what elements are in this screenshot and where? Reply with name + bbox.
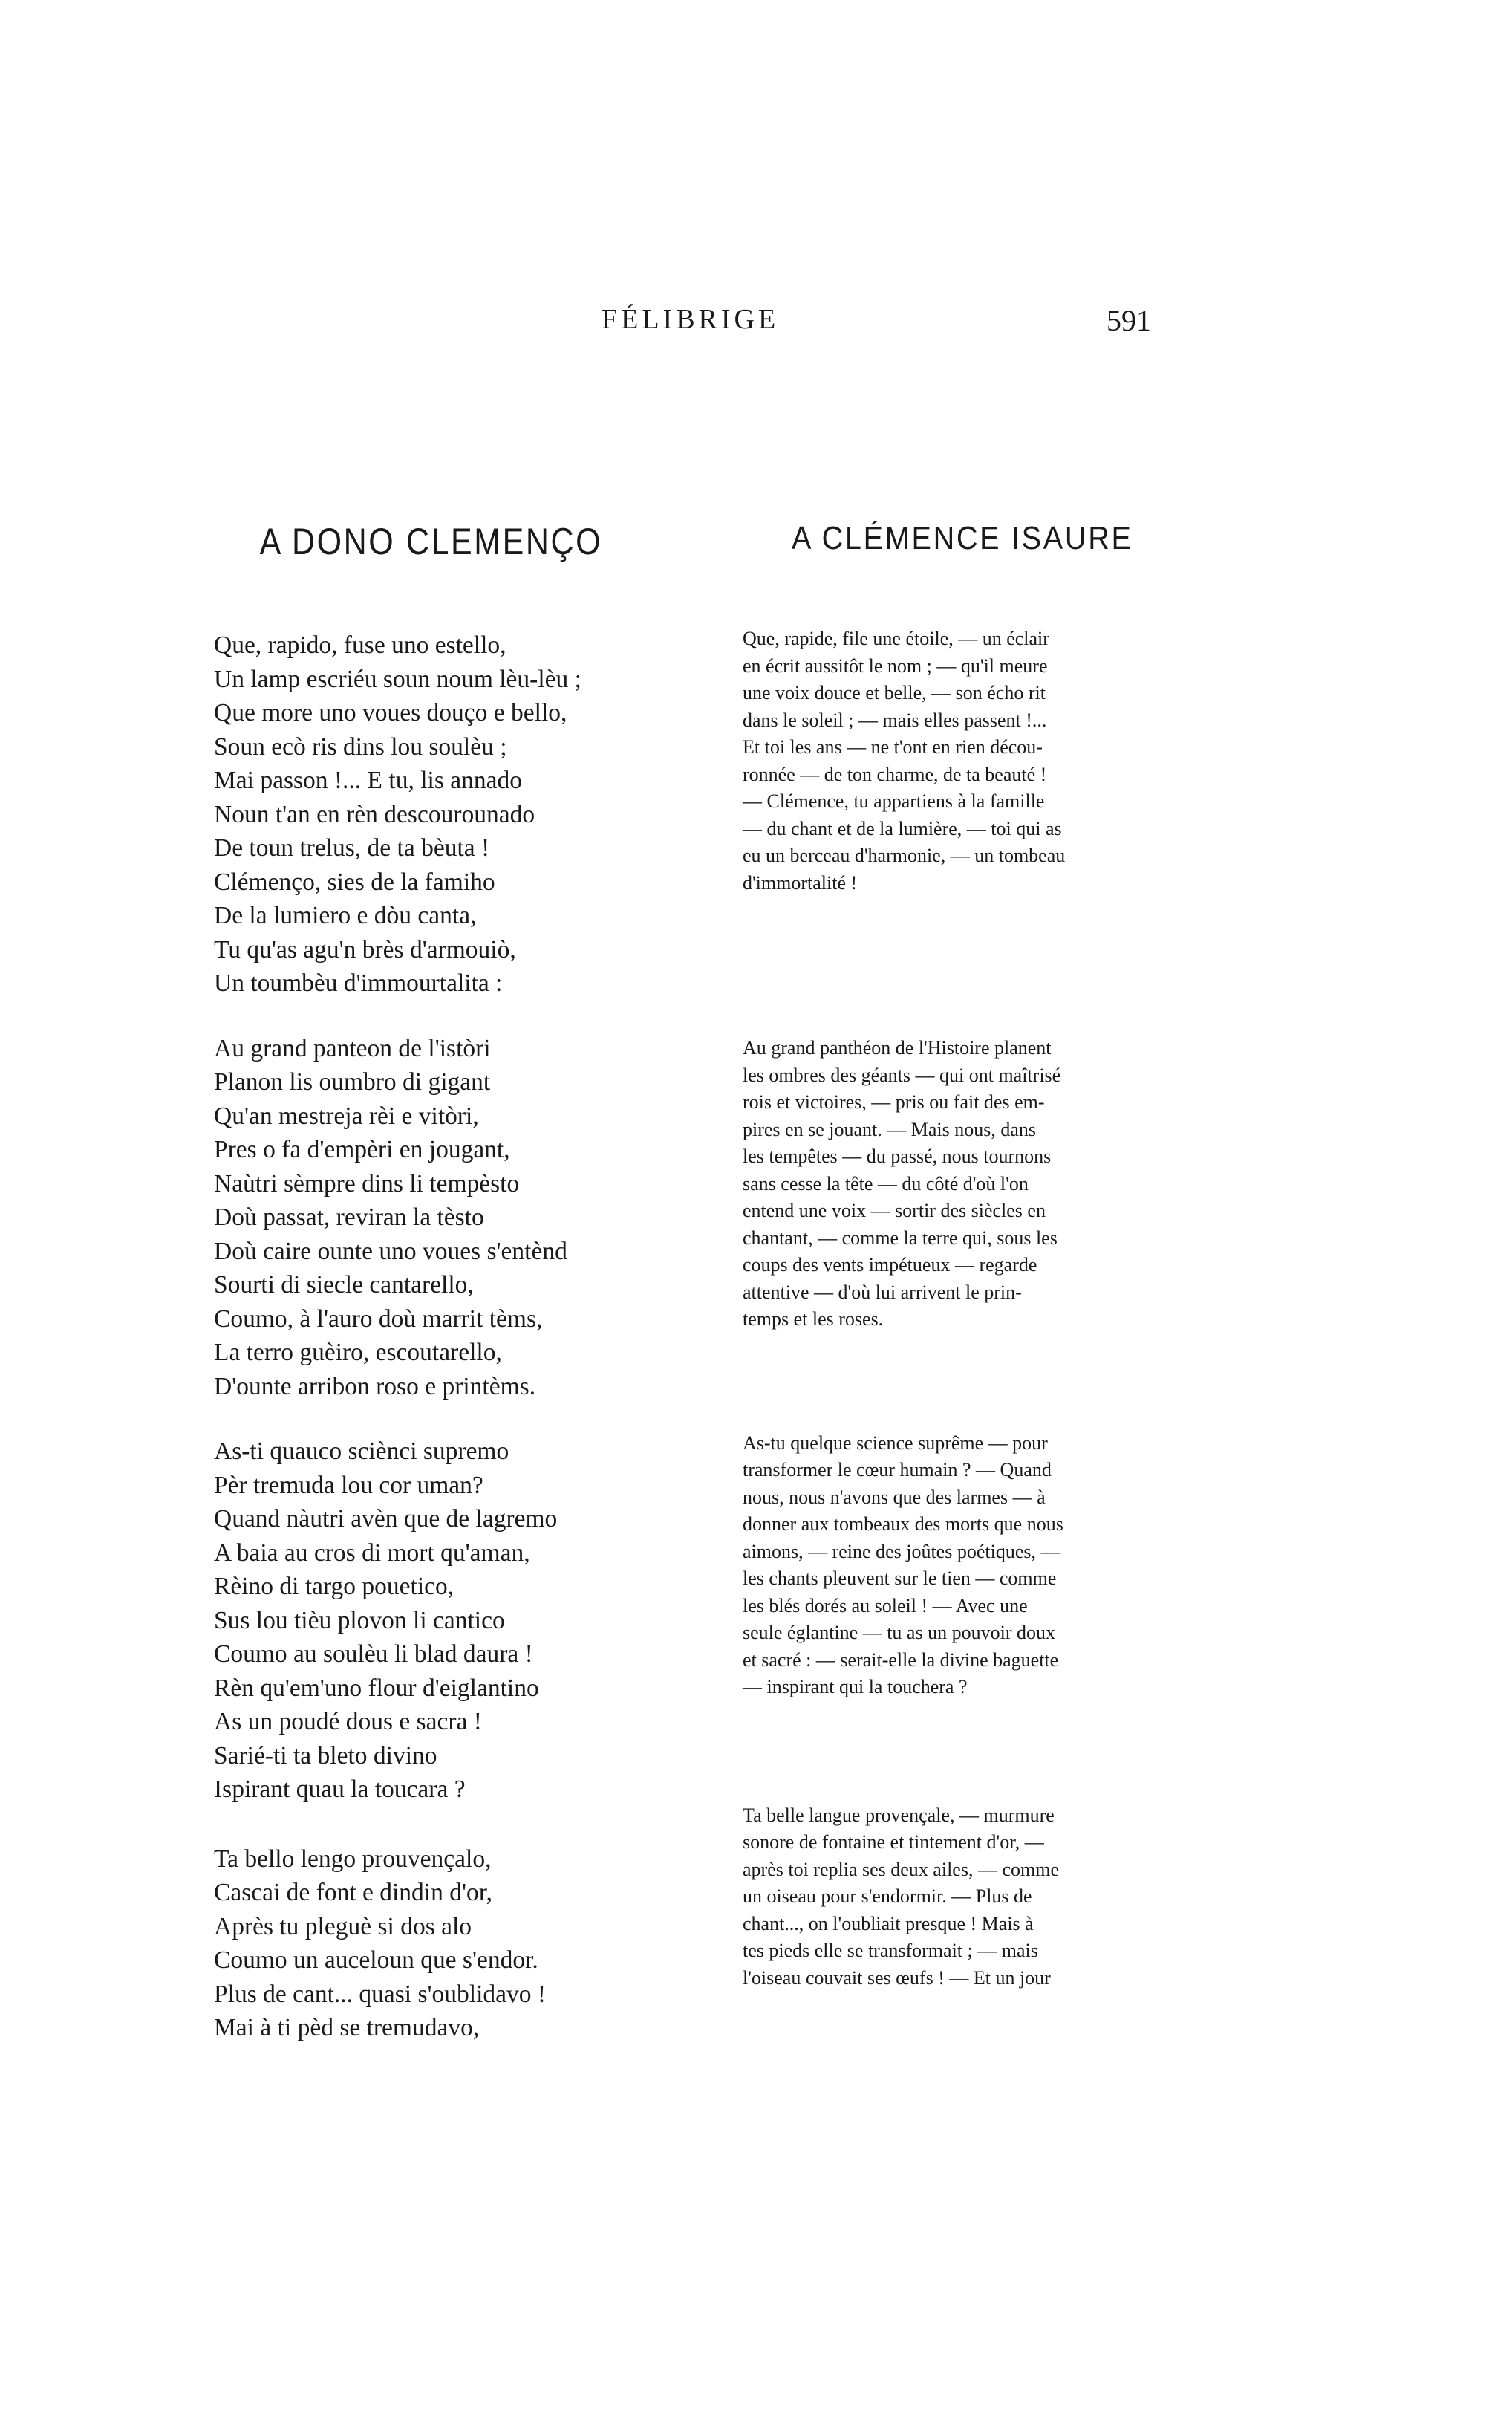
translation-line: aimons, — reine des joûtes poétiques, — xyxy=(743,1540,1060,1562)
translation-line: eu un berceau d'harmonie, — un tombeau xyxy=(743,845,1066,866)
poem-line: Planon lis oumbro di gigant xyxy=(214,1068,491,1096)
translation-line: sans cesse la tête — du côté d'où l'on xyxy=(743,1172,1029,1195)
translation-line: après toi replia ses deux ailes, — comme xyxy=(743,1858,1059,1880)
poem-stanza xyxy=(214,628,689,1001)
translation-line: Au grand panthéon de l'Histoire planent xyxy=(743,1037,1052,1059)
running-head xyxy=(0,303,1512,348)
translation-line: les chants pleuvent sur le tien — comme xyxy=(743,1567,1057,1589)
poem-line: Clémenço, sies de la famiho xyxy=(214,868,495,896)
translation-line: pires en se jouant. — Mais nous, dans xyxy=(743,1118,1037,1140)
translation-line: et sacré : — serait-elle la divine baguette xyxy=(743,1648,1059,1671)
translation-line: seule églantine — tu as un pouvoir doux xyxy=(743,1622,1055,1643)
translation-line: d'immortalité ! xyxy=(743,871,858,894)
running-title: FÉLIBRIGE xyxy=(602,304,780,335)
poem-line: Sarié-ti ta bleto divino xyxy=(214,1741,437,1770)
translation-line: — Clémence, tu appartiens à la famille xyxy=(743,790,1045,812)
poem-line: Sourti di siecle cantarello, xyxy=(214,1271,474,1299)
poem-line: Pres o fa d'empèri en jougant, xyxy=(214,1136,510,1163)
poem-line: Soun ecò ris dins lou soulèu ; xyxy=(214,732,507,761)
translation-line: un oiseau pour s'endormir. — Plus de xyxy=(743,1885,1032,1907)
poem-line: Doù caire ounte uno voues s'entènd xyxy=(214,1237,567,1265)
poem-line: Naùtri sèmpre dins li tempèsto xyxy=(214,1169,520,1197)
translation-line: donner aux tombeaux des morts que nous xyxy=(743,1513,1063,1535)
translation-line: Et toi les ans — ne t'ont en rien décou- xyxy=(743,736,1043,758)
translation-line: As-tu quelque science suprême — pour xyxy=(743,1432,1048,1454)
poem-line: Après tu pleguè si dos alo xyxy=(214,1912,472,1940)
poem-line: Mai passon !... E tu, lis annado xyxy=(214,767,522,794)
translation-line: attentive — d'où lui arrivent le prin- xyxy=(743,1281,1022,1303)
poem-line: Pèr tremuda lou cor uman? xyxy=(214,1471,483,1499)
translation-line: rois et victoires, — pris ou fait des em- xyxy=(743,1091,1045,1113)
poem-line: As-ti quauco sciènci supremo xyxy=(214,1437,509,1465)
translation-line: tes pieds elle se transformait ; — mais xyxy=(743,1940,1038,1961)
translation-line: en écrit aussitôt le nom ; — qu'il meure xyxy=(743,654,1048,677)
poem-line: Noun t'an en rèn descourounado xyxy=(214,800,535,828)
translation-line: l'oiseau couvait ses œufs ! — Et un jour xyxy=(743,1966,1051,1989)
translation-title: A CLÉMENCE ISAURE xyxy=(792,520,1133,556)
translation-line: Ta belle langue provençale, — murmure xyxy=(743,1804,1055,1826)
translation-paragraph xyxy=(743,1035,1166,1333)
poem-title: A DONO CLEMENÇO xyxy=(259,521,603,562)
provencal-poem-column xyxy=(214,520,689,2045)
translation-paragraph xyxy=(743,625,1166,897)
poem-line: La terro guèiro, escoutarello, xyxy=(214,1339,502,1366)
translation-line: ronnée — de ton charme, de ta beauté ! xyxy=(743,763,1047,785)
translation-line: chant..., on l'oubliait presque ! Mais à xyxy=(743,1912,1034,1934)
translation-line: nous, nous n'avons que des larmes — à xyxy=(743,1486,1046,1508)
translation-line: — inspirant qui la touchera ? xyxy=(743,1676,968,1697)
translation-line: dans le soleil ; — mais elles passent !... xyxy=(743,709,1047,731)
poem-line: Un lamp escriéu soun noum lèu-lèu ; xyxy=(214,665,581,693)
poem-line: Que more uno voues douço e bello, xyxy=(214,699,567,727)
poem-line: Cascai de font e dindin d'or, xyxy=(214,1879,492,1906)
poem-stanza xyxy=(214,1842,689,2045)
translation-line: entend une voix — sortir des siècles en xyxy=(743,1200,1046,1221)
poem-line: Quand nàutri avèn que de lagremo xyxy=(214,1505,558,1533)
poem-line: Que, rapido, fuse uno estello, xyxy=(214,631,506,659)
translation-line: une voix douce et belle, — son écho rit xyxy=(743,682,1046,703)
poem-line: Coumo, à l'auro doù marrit tèms, xyxy=(214,1304,543,1333)
poem-line: Doù passat, reviran la tèsto xyxy=(214,1203,484,1231)
translation-line: sonore de fontaine et tintement d'or, — xyxy=(743,1831,1044,1853)
translation-paragraph xyxy=(743,1430,1166,1701)
poem-line: Coumo un auceloun que s'endor. xyxy=(214,1946,538,1974)
poem-stanza xyxy=(214,1434,689,1807)
poem-line: Ta bello lengo prouvençalo, xyxy=(214,1845,492,1873)
translation-line: les tempêtes — du passé, nous tournons xyxy=(743,1145,1052,1167)
poem-line: Au grand panteon de l'istòri xyxy=(214,1034,491,1062)
poem-line: Rèino di targo pouetico, xyxy=(214,1573,454,1600)
translation-line: — du chant et de la lumière, — toi qui as xyxy=(743,817,1062,839)
poem-line: Sus lou tièu plovon li cantico xyxy=(214,1606,505,1634)
poem-line: Rèn qu'em'uno flour d'eiglantino xyxy=(214,1674,539,1702)
poem-line: Qu'an mestreja rèi e vitòri, xyxy=(214,1102,479,1130)
poem-line: Tu qu'as agu'n brès d'armouiò, xyxy=(214,935,516,963)
translation-paragraph xyxy=(743,1802,1166,1992)
poem-stanza xyxy=(214,1032,689,1404)
poem-line: Coumo au soulèu li blad daura ! xyxy=(214,1640,533,1668)
translation-line: temps et les roses. xyxy=(743,1308,884,1330)
poem-line: Ispirant quau la toucara ? xyxy=(214,1775,466,1803)
poem-line: Mai à ti pèd se tremudavo, xyxy=(214,2014,480,2041)
french-translation-column xyxy=(743,520,1166,1992)
poem-line: A baia au cros di mort qu'aman, xyxy=(214,1538,530,1567)
translation-line: chantant, — comme la terre qui, sous les xyxy=(743,1226,1058,1249)
translation-line: transformer le cœur humain ? — Quand xyxy=(743,1459,1052,1481)
translation-line: coups des vents impétueux — regarde xyxy=(743,1254,1037,1276)
page-number: 591 xyxy=(1107,304,1151,337)
translation-line: Que, rapide, file une étoile, — un éclair xyxy=(743,628,1049,649)
poem-line: As un poudé dous e sacra ! xyxy=(214,1708,482,1735)
poem-line: De toun trelus, de ta bèuta ! xyxy=(214,834,490,862)
poem-line: Un toumbèu d'immourtalita : xyxy=(214,969,503,997)
translation-line: les blés dorés au soleil ! — Avec une xyxy=(743,1594,1028,1616)
poem-line: D'ounte arribon roso e printèms. xyxy=(214,1372,536,1400)
poem-line: Plus de cant... quasi s'oublidavo ! xyxy=(214,1980,547,2008)
poem-line: De la lumiero e dòu canta, xyxy=(214,902,477,929)
translation-line: les ombres des géants — qui ont maîtrisé xyxy=(743,1064,1061,1086)
